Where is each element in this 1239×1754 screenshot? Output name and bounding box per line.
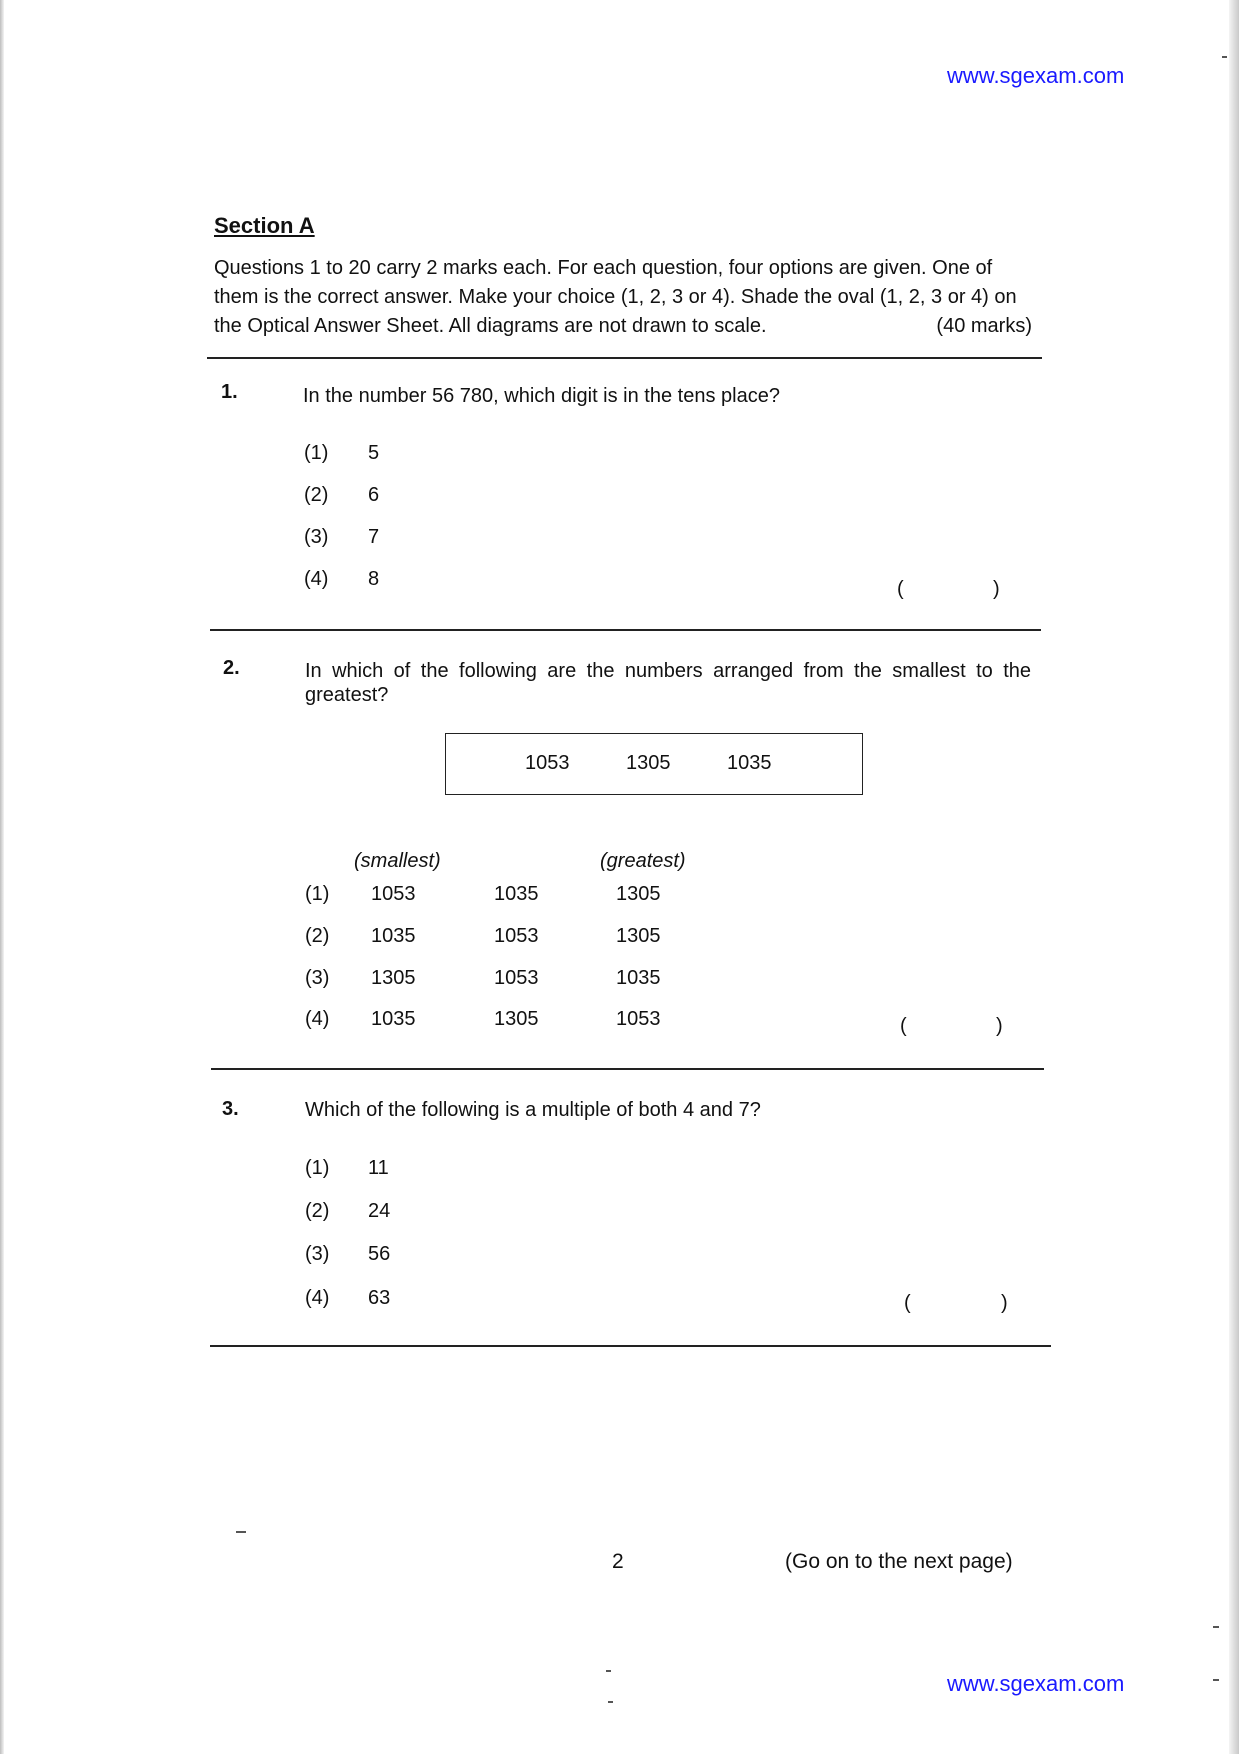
q2-option-2-value-3: 1305 <box>616 925 661 947</box>
q1-option-1-value: 5 <box>368 442 380 464</box>
box-number-3: 1035 <box>727 752 772 774</box>
q1-option-2-value: 6 <box>368 484 380 506</box>
q2-option-3-value-1: 1305 <box>371 967 416 989</box>
q3-answer-bracket-close[interactable]: ) <box>1001 1292 1008 1314</box>
total-marks: (40 marks) <box>936 315 1032 337</box>
section-title: Section A <box>214 213 315 238</box>
q3-option-4-value: 63 <box>368 1287 391 1309</box>
q2-option-3-value-3: 1035 <box>616 967 661 989</box>
numbers-box <box>445 733 863 795</box>
scan-speck <box>1213 1626 1219 1628</box>
question-1-number: 1. <box>221 381 238 403</box>
header-site-link[interactable]: www.sgexam.com <box>947 63 1125 88</box>
q2-answer-bracket-open[interactable]: ( <box>900 1015 907 1037</box>
question-divider-2 <box>211 1068 1044 1070</box>
q3-option-3-label[interactable]: (3) <box>305 1243 330 1265</box>
q2-option-4-value-2: 1305 <box>494 1008 539 1030</box>
q1-answer-bracket-close[interactable]: ) <box>993 578 1000 600</box>
column-header-smallest: (smallest) <box>354 850 441 872</box>
q3-option-1-label[interactable]: (1) <box>305 1157 330 1179</box>
q3-option-1-value: 11 <box>368 1157 389 1179</box>
question-3-number: 3. <box>222 1098 239 1120</box>
q1-option-1-label[interactable]: (1) <box>304 442 329 464</box>
box-number-1: 1053 <box>525 752 570 774</box>
q2-option-1-label[interactable]: (1) <box>305 883 330 905</box>
q2-option-2-label[interactable]: (2) <box>305 925 330 947</box>
q2-option-2-value-1: 1035 <box>371 925 416 947</box>
q2-option-2-value-2: 1053 <box>494 925 539 947</box>
question-1-text: In the number 56 780, which digit is in the tens place? <box>303 385 780 407</box>
q1-option-3-value: 7 <box>368 526 380 548</box>
question-2-text: In which of the following are the numbers arranged from the smallest to the greatest? <box>305 660 1031 706</box>
instructions-text: Questions 1 to 20 carry 2 marks each. For each question, four options are given. One of them is the correct answer. Make your choice (1, 2, 3 or 4). Shade the oval (1, 2, 3 or 4) on the Optical Answer Sheet. All diagrams are not drawn to scale. <box>214 257 1017 337</box>
question-divider-1 <box>210 629 1041 631</box>
q3-option-2-value: 24 <box>368 1200 391 1222</box>
q2-option-4-value-3: 1053 <box>616 1008 661 1030</box>
question-3-text: Which of the following is a multiple of both 4 and 7? <box>305 1099 761 1121</box>
column-header-greatest: (greatest) <box>600 850 686 872</box>
q2-option-3-value-2: 1053 <box>494 967 539 989</box>
box-number-2: 1305 <box>626 752 671 774</box>
q2-answer-bracket-close[interactable]: ) <box>996 1015 1003 1037</box>
scan-edge-left <box>0 0 4 1754</box>
q3-option-4-label[interactable]: (4) <box>305 1287 330 1309</box>
q3-answer-bracket-open[interactable]: ( <box>904 1292 911 1314</box>
footer-site-link[interactable]: www.sgexam.com <box>947 1671 1125 1696</box>
scan-speck <box>608 1701 613 1703</box>
q1-answer-bracket-open[interactable]: ( <box>897 578 904 600</box>
scan-speck <box>606 1670 611 1672</box>
q1-option-4-label[interactable]: (4) <box>304 568 329 590</box>
scan-speck <box>1213 1679 1219 1681</box>
scan-edge-right <box>1229 0 1239 1754</box>
q2-option-1-value-1: 1053 <box>371 883 416 905</box>
q2-option-4-value-1: 1035 <box>371 1008 416 1030</box>
question-2-number: 2. <box>223 657 240 679</box>
q3-option-3-value: 56 <box>368 1243 391 1265</box>
scan-speck <box>236 1531 246 1533</box>
q1-option-3-label[interactable]: (3) <box>304 526 329 548</box>
scan-speck <box>1222 56 1227 58</box>
q3-option-2-label[interactable]: (2) <box>305 1200 330 1222</box>
q2-option-1-value-3: 1305 <box>616 883 661 905</box>
q1-option-2-label[interactable]: (2) <box>304 484 329 506</box>
go-on-next-page: (Go on to the next page) <box>785 1550 1013 1573</box>
section-divider <box>207 357 1042 359</box>
q1-option-4-value: 8 <box>368 568 380 590</box>
q2-option-4-label[interactable]: (4) <box>305 1008 330 1030</box>
q2-option-3-label[interactable]: (3) <box>305 967 330 989</box>
q2-option-1-value-2: 1035 <box>494 883 539 905</box>
section-instructions <box>214 254 1032 341</box>
question-divider-3 <box>210 1345 1051 1347</box>
page-number: 2 <box>612 1550 624 1573</box>
